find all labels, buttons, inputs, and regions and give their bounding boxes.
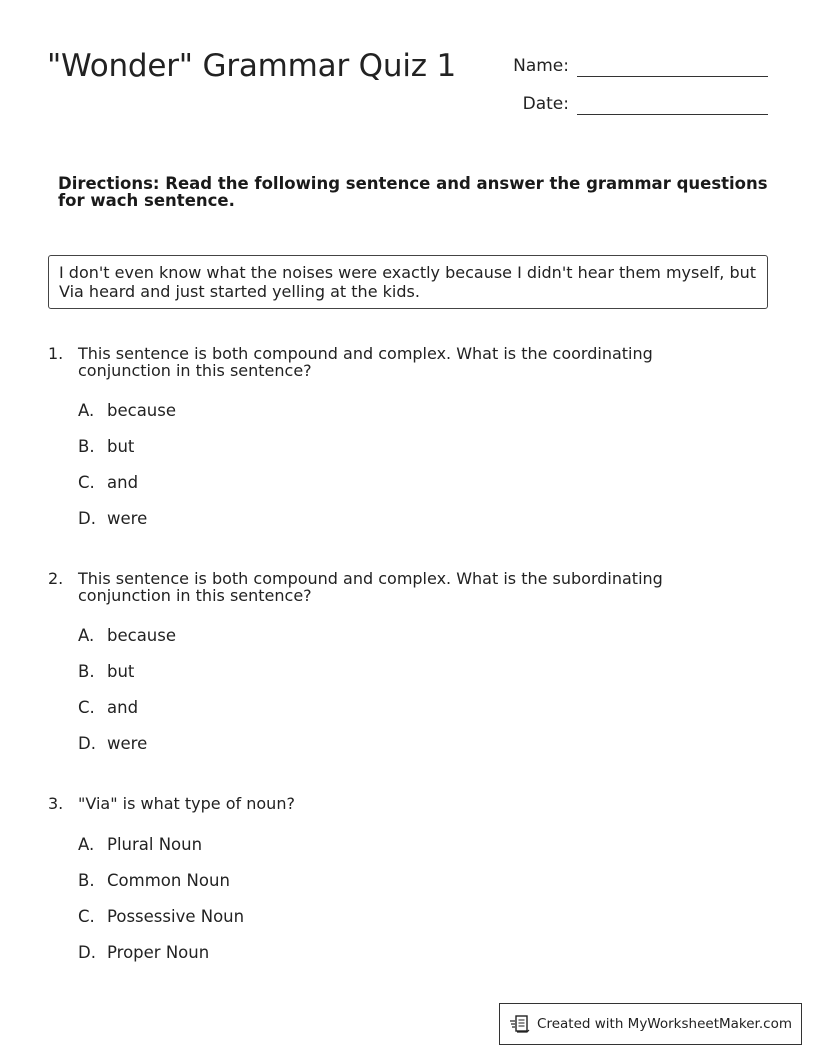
worksheet-maker-logo-icon: [509, 1013, 531, 1035]
choice-letter: A.: [78, 401, 95, 420]
name-field: [513, 52, 768, 77]
choice-list: [48, 626, 748, 770]
choice-b[interactable]: [78, 871, 748, 907]
choice-letter: D.: [78, 734, 96, 753]
name-label: Name:: [513, 56, 569, 76]
date-label: Date:: [522, 94, 569, 114]
question-text: This sentence is both compound and complex. What is the coordinating conjunction in this sentence?: [78, 344, 653, 380]
choice-text: Possessive Noun: [107, 907, 245, 926]
question-1: [48, 345, 748, 545]
choice-letter: C.: [78, 473, 95, 492]
choice-text: Common Noun: [107, 871, 230, 890]
question-3: [48, 795, 748, 979]
question-number: 2.: [48, 569, 64, 588]
choice-list: [48, 401, 748, 545]
question-2: [48, 570, 748, 770]
choice-c[interactable]: [78, 907, 748, 943]
choice-letter: A.: [78, 835, 95, 854]
choice-letter: B.: [78, 871, 95, 890]
choice-letter: B.: [78, 437, 95, 456]
choice-letter: A.: [78, 626, 95, 645]
choice-d[interactable]: [78, 943, 748, 979]
footer-text: Created with MyWorksheetMaker.com: [537, 1016, 792, 1032]
choice-text: were: [107, 734, 148, 753]
directions-text: Directions: Read the following sentence and answer the grammar questions for wach sentence.: [58, 174, 768, 210]
question-number: 1.: [48, 344, 64, 363]
choice-letter: D.: [78, 509, 96, 528]
choice-b[interactable]: [78, 437, 748, 473]
page-title: "Wonder" Grammar Quiz 1: [47, 48, 456, 84]
choice-text: but: [107, 437, 135, 456]
question-text: "Via" is what type of noun?: [78, 794, 295, 813]
name-input-line[interactable]: [577, 52, 768, 77]
footer-badge[interactable]: [499, 1003, 802, 1045]
choice-text: Proper Noun: [107, 943, 210, 962]
choice-letter: D.: [78, 943, 96, 962]
choice-a[interactable]: [78, 401, 748, 437]
choice-letter: C.: [78, 698, 95, 717]
choice-text: were: [107, 509, 148, 528]
choice-d[interactable]: [78, 509, 748, 545]
choice-c[interactable]: [78, 698, 748, 734]
choice-b[interactable]: [78, 662, 748, 698]
choice-text: and: [107, 698, 139, 717]
date-input-line[interactable]: [577, 90, 768, 115]
passage-box: I don't even know what the noises were exactly because I didn't hear them myself, but Via heard and just started yelling at the kids.: [48, 255, 768, 309]
choice-letter: C.: [78, 907, 95, 926]
date-field: [523, 90, 768, 115]
choice-a[interactable]: [78, 626, 748, 662]
choice-a[interactable]: [78, 835, 748, 871]
choice-text: because: [107, 626, 177, 645]
choice-letter: B.: [78, 662, 95, 681]
choice-text: Plural Noun: [107, 835, 203, 854]
choice-c[interactable]: [78, 473, 748, 509]
choice-text: and: [107, 473, 139, 492]
choice-text: because: [107, 401, 177, 420]
question-text: This sentence is both compound and complex. What is the subordinating conjunction in this sentence?: [78, 569, 663, 605]
choice-list: [48, 835, 748, 979]
choice-d[interactable]: [78, 734, 748, 770]
choice-text: but: [107, 662, 135, 681]
question-number: 3.: [48, 794, 64, 813]
